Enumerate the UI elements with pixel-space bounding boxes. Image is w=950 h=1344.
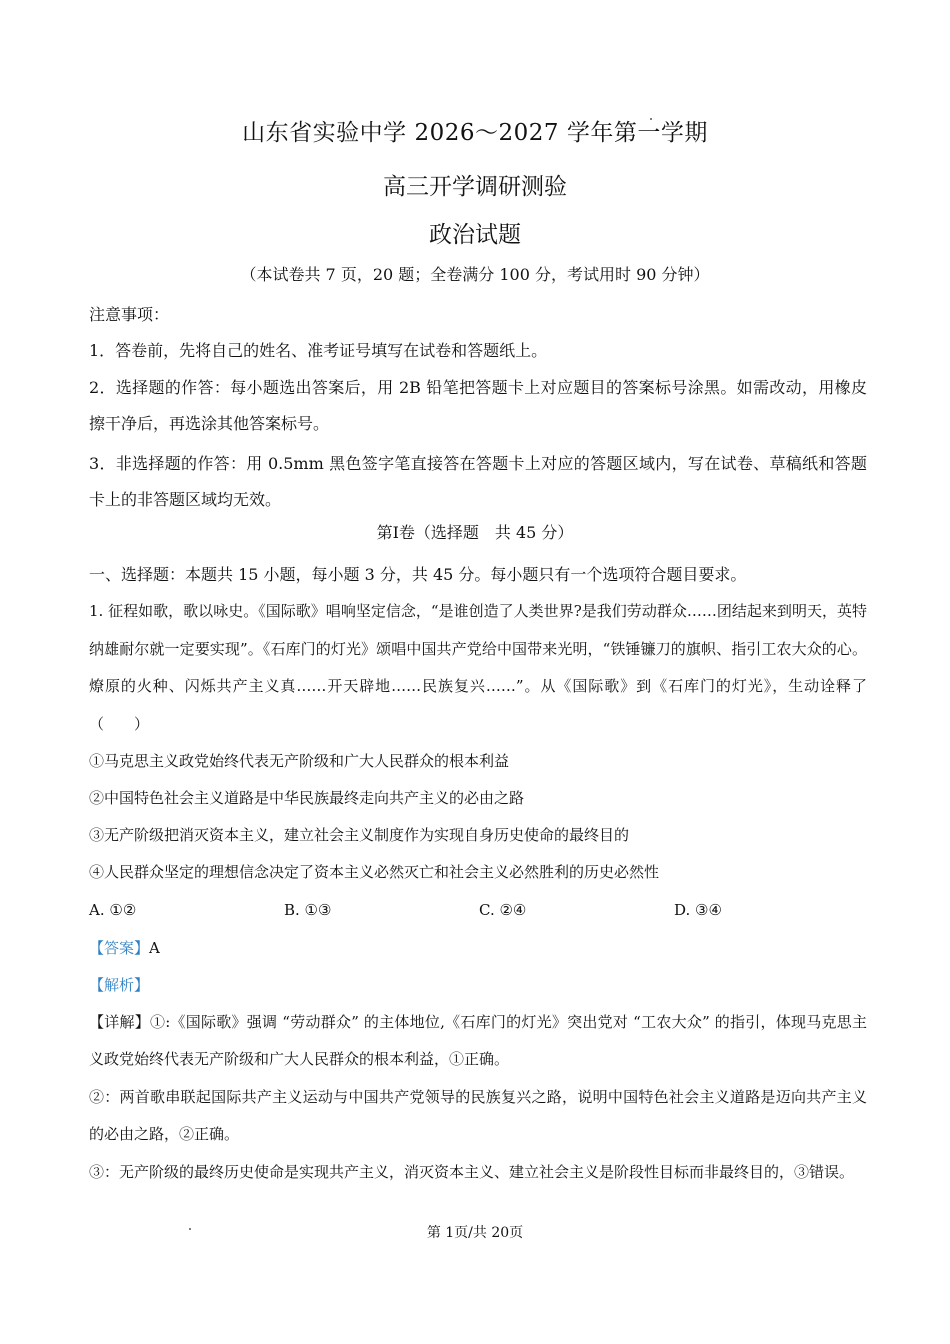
speck-mark (189, 1228, 191, 1230)
statement-3: ③无产阶级把消灭资本主义，建立社会主义制度作为实现自身历史使命的最终目的 (89, 826, 630, 844)
statement-2: ②中国特色社会主义道路是中华民族最终走向共产主义的必由之路 (89, 789, 525, 807)
answer-choices (89, 892, 867, 928)
choice-a: A. ①② (89, 901, 137, 919)
answer-value: A (149, 939, 160, 957)
exam-subject: 政治试题 (429, 222, 521, 248)
notice-item-1: 1．答卷前，先将自己的姓名、准考证号填写在试卷和答题纸上。 (89, 341, 548, 360)
notice-item-2: 2．选择题的作答：每小题选出答案后，用 2B 铅笔把答题卡上对应题目的答案标号涂黑。如需改动，用橡皮擦干净后，再选涂其他答案标号。 (89, 378, 867, 433)
analysis-tag: 【解析】 (89, 976, 150, 994)
section-heading: 一、选择题：本题共 15 小题，每小题 3 分，共 45 分。每小题只有一个选项符合题目要求。 (89, 565, 747, 584)
page-footer: 第 1页/共 20页 (426, 1225, 524, 1241)
detail-3: ③：无产阶级的最终历史使命是实现共产主义，消灭资本主义、建立社会主义是阶段性目标而非最终目的，③错误。 (89, 1163, 855, 1181)
part-heading: 第Ⅰ卷（选择题 共 45 分） (376, 523, 574, 542)
statement-1: ①马克思主义政党始终代表无产阶级和广大人民群众的根本利益 (89, 752, 510, 770)
exam-subtitle: 高三开学调研测验 (383, 174, 567, 200)
exam-title: 山东省实验中学 2026～2027 学年第一学期 (242, 120, 708, 146)
detail-1-text: ①:《国际歌》强调 “劳动群众” 的主体地位,《石库门的灯光》突出党对 “工农大众” 的指引，体现马克思主义政党始终代表无产阶级和广大人民群众的根本利益，①正确。 (89, 1013, 867, 1068)
question-stem: 1. 征程如歌，歌以咏史。《国际歌》唱响坚定信念，“是谁创造了人类世界?是我们劳动群众……团结起来到明天，英特纳雄耐尔就一定要实现”。《石库门的灯光》颂唱中国共产党给中国带来光明，“铁锤镰刀的旗帜、指引工农大众的心。燎原的火种、闪烁共产主义真……开天辟地……民族复兴……”。从《国际歌》到《石库门的灯光》，生动诠释了（ ） (89, 602, 867, 733)
choice-c: C. ②④ (479, 901, 527, 919)
notice-item-3: 3．非选择题的作答：用 0.5mm 黑色签字笔直接答在答题卡上对应的答题区域内，写在试卷、草稿纸和答题卡上的非答题区域均无效。 (89, 454, 867, 509)
detail-1 (89, 1004, 867, 1078)
analysis-line (89, 967, 867, 1003)
answer-tag: 【答案】 (89, 939, 150, 957)
detail-2: ②：两首歌串联起国际共产主义运动与中国共产党领导的民族复兴之路，说明中国特色社会主义道路是迈向共产主义的必由之路，②正确。 (89, 1088, 867, 1143)
answer-line (89, 930, 867, 966)
exam-info: （本试卷共 7 页，20 题；全卷满分 100 分，考试用时 90 分钟） (240, 265, 710, 284)
detail-tag: 【详解】 (89, 1013, 150, 1031)
notice-heading: 注意事项： (89, 305, 170, 324)
choice-d: D. ③④ (674, 901, 722, 919)
statement-4: ④人民群众坚定的理想信念决定了资本主义必然灭亡和社会主义必然胜利的历史必然性 (89, 863, 660, 881)
choice-b: B. ①③ (284, 901, 332, 919)
speck-mark (650, 118, 652, 120)
